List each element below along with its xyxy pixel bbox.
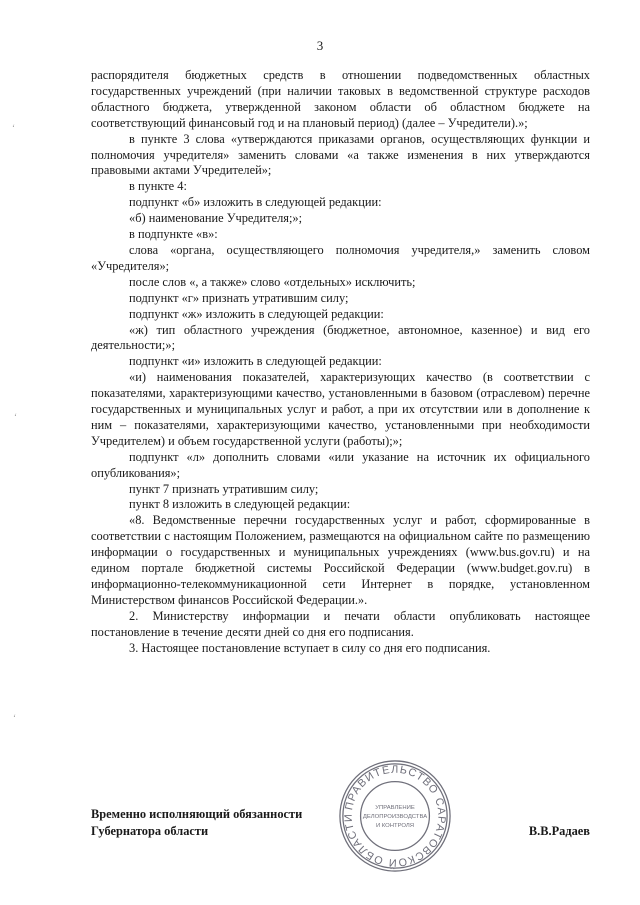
- signatory-position: [91, 806, 302, 840]
- stamp-inner-text: УПРАВЛЕНИЕ: [375, 805, 415, 812]
- paragraph: 2. Министерству информации и печати области опубликовать настоящее постановление в течение десяти дней со дня его подписания.: [91, 608, 590, 639]
- paragraph: подпункт «л» дополнить словами «или указание на источник их официального опубликования»;: [91, 449, 590, 480]
- stamp-inner-text: ДЕЛОПРОИЗВОДСТВА: [362, 813, 428, 820]
- paragraph: «8. Ведомственные перечни государственных услуг и работ, сформированные в соответствии с настоящим Положением, размещаются на официальном сайте по размещению информации о государственных и муниципальных учреждениях (www.bus.gov.ru) и на едином портале бюджетной системы Российской Федерации (www.budget.gov.ru) в информационно-телекоммуникационной сети Интернет в порядке, установленном Министерством финансов Российской Федерации.».: [91, 513, 590, 607]
- paragraph: подпункт «ж» изложить в следующей редакции:: [129, 306, 384, 321]
- paragraph: «и) наименования показателей, характеризующих качество (в соответствии с показателями, характеризующими качество, установленными в базовом (отраслевом) перечне государственных и муниципальных услуг и работ, а при их отсутствии или в дополнение к ним – показателями, характеризующими качество, установленными при необходимости Учредителем) и объем государственной услуги (работы);»;: [91, 370, 590, 448]
- paragraph: после слов «, а также» слово «отдельных» исключить;: [129, 274, 416, 289]
- signatory-name: В.В.Радаев: [528, 824, 590, 838]
- margin-speck: ‘: [14, 412, 17, 422]
- document-body: [91, 68, 590, 657]
- paragraph: слова «органа, осуществляющего полномочия учредителя,» заменить словом «Учредителя»;: [91, 242, 590, 273]
- paragraph: в пункте 4:: [129, 179, 187, 194]
- paragraph: подпункт «б» изложить в следующей редакции:: [129, 195, 382, 210]
- margin-speck: ‘: [13, 713, 16, 723]
- paragraph: пункт 7 признать утратившим силу;: [129, 481, 319, 496]
- signatory-position-line-1: Временно исполняющий обязанности: [91, 807, 303, 821]
- signatory-position-line-2: Губернатора области: [91, 824, 209, 838]
- paragraph: подпункт «г» признать утратившим силу;: [129, 290, 349, 305]
- page-number: 3: [316, 38, 324, 53]
- paragraph: в пункте 3 слова «утверждаются приказами органов, осуществляющих функции и полномочия учредителя» заменить словами «а также изменения в них утверждаются правовыми актами Учредителей»;: [91, 131, 590, 178]
- paragraph: «ж) тип областного учреждения (бюджетное, автономное, казенное) и вид его деятельности;»;: [91, 322, 590, 353]
- stamp-ring-text: ПРАВИТЕЛЬСТВО САРАТОВСКОЙ ОБЛАСТИ: [342, 763, 448, 869]
- stamp-inner-text: И КОНТРОЛЯ: [375, 822, 415, 829]
- paragraph: распорядителя бюджетных средств в отношении подведомственных областных государственных учреждений (при наличии таковых в ведомственной структуре расходов областного бюджета, утвержденной законом области об областном бюджете на соответствующий финансовый год и на плановый период) (далее – Учредители).»;: [91, 68, 590, 130]
- official-seal-stamp: [336, 757, 454, 875]
- paragraph: пункт 8 изложить в следующей редакции:: [129, 497, 351, 512]
- paragraph: 3. Настоящее постановление вступает в силу со дня его подписания.: [129, 640, 491, 655]
- margin-speck: ‘: [12, 123, 15, 133]
- paragraph: «б) наименование Учредителя;»;: [129, 211, 303, 226]
- paragraph: в подпункте «в»:: [129, 227, 218, 242]
- paragraph: подпункт «и» изложить в следующей редакции:: [129, 354, 382, 369]
